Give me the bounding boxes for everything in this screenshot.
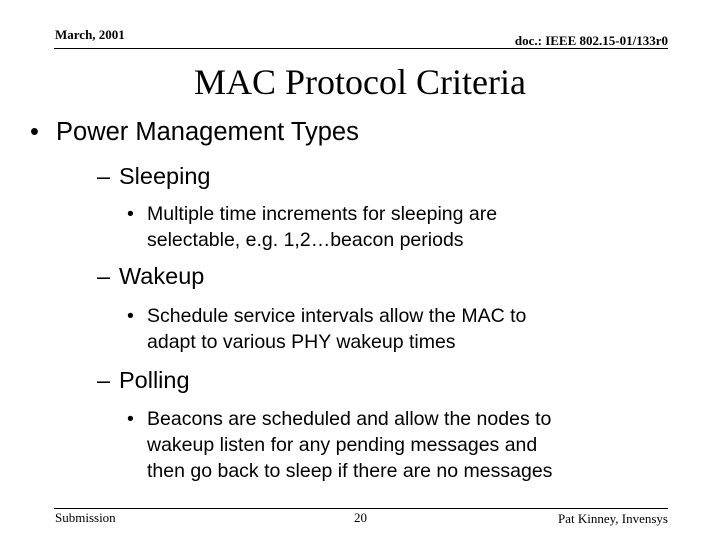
dash-icon: – xyxy=(97,367,111,393)
bullet-power-management xyxy=(30,117,359,147)
bullet-icon: • xyxy=(127,408,134,430)
dash-icon: – xyxy=(97,163,111,189)
footer-author: Pat Kinney, Invensys xyxy=(557,511,668,526)
detail-line: Schedule service intervals allow the MAC to xyxy=(147,305,527,327)
detail-line: selectable, e.g. 1,2…beacon periods xyxy=(147,229,464,251)
bullet-icon: • xyxy=(127,203,134,225)
footer-page-number: 20 xyxy=(354,510,367,525)
subitem-label: Wakeup xyxy=(119,263,205,289)
subitem-polling xyxy=(97,366,190,394)
detail-line: Multiple time increments for sleeping are xyxy=(147,203,498,225)
header-doc-id: doc.: IEEE 802.15-01/133r0 xyxy=(514,33,668,48)
bullet-icon: • xyxy=(127,305,134,327)
detail-line: Beacons are scheduled and allow the nodes to xyxy=(147,408,552,430)
subitem-wakeup xyxy=(97,262,204,290)
subitem-label: Sleeping xyxy=(119,163,211,189)
footer-submission: Submission xyxy=(55,510,116,525)
detail-wakeup xyxy=(127,303,526,355)
dash-icon: – xyxy=(97,263,111,289)
bullet-icon: • xyxy=(30,118,39,146)
subitem-sleeping xyxy=(97,162,210,190)
detail-line: wakeup listen for any pending messages and xyxy=(147,434,538,456)
detail-line: adapt to various PHY wakeup times xyxy=(147,331,456,353)
header-divider xyxy=(54,48,668,49)
detail-sleeping xyxy=(127,201,497,253)
bullet-text: Power Management Types xyxy=(56,118,359,146)
footer-divider xyxy=(54,508,668,509)
header-date: March, 2001 xyxy=(55,27,125,42)
slide-title: MAC Protocol Criteria xyxy=(194,62,526,102)
subitem-label: Polling xyxy=(119,367,190,393)
detail-polling xyxy=(127,406,552,484)
detail-line: then go back to sleep if there are no messages xyxy=(147,460,553,482)
